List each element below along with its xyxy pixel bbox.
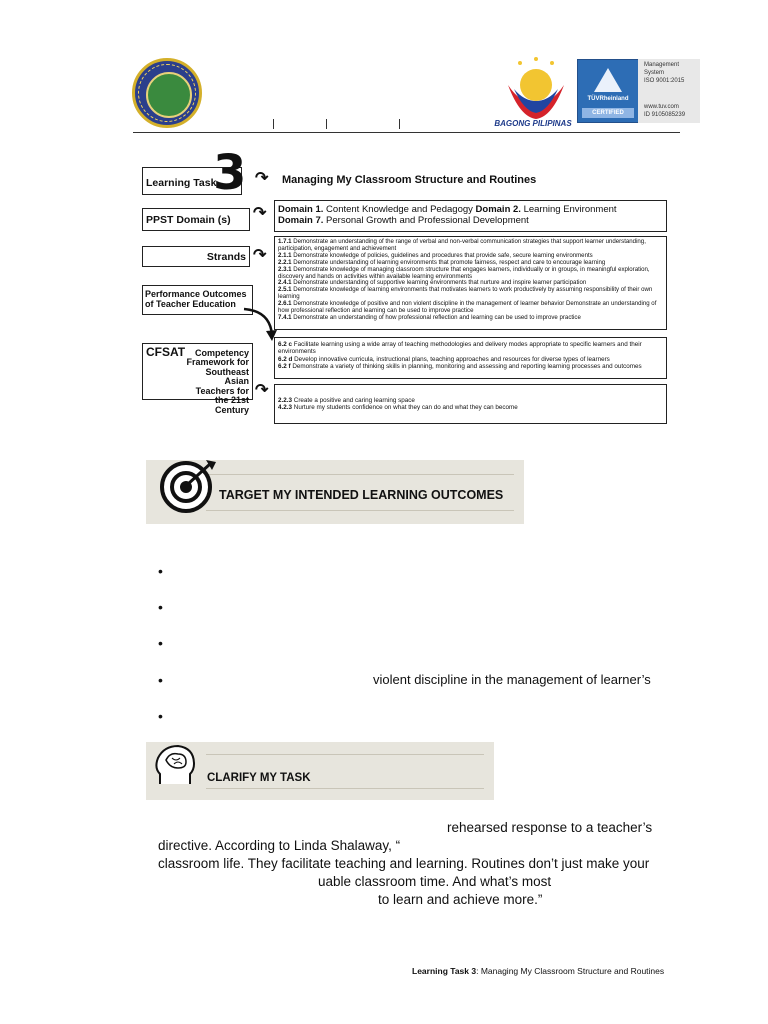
- tuv-certified: CERTIFIED: [582, 108, 634, 118]
- tuv-triangle-icon: [594, 68, 622, 92]
- arrow-icon: ↷: [253, 205, 267, 222]
- strand-item: 2.6.1 Demonstrate knowledge of positive and non violent discipline in the management of learner behavior Demonstrate an understanding of how professional reflection and learning can be used to improve practice: [278, 300, 657, 315]
- strand-item: 2.1.1 Demonstrate knowledge of policies, guidelines and procedures that provide safe, secure learning environments: [278, 251, 593, 259]
- paragraph-line: rehearsed response to a teacher’s: [447, 820, 653, 835]
- strands-box: [274, 236, 667, 330]
- iso-line: ID 9105085239: [644, 112, 686, 118]
- bullet-point: •: [158, 708, 163, 724]
- bagong-pilipinas-label: BAGONG PILIPINAS: [494, 119, 572, 128]
- domain-code: Domain 1.: [278, 204, 324, 215]
- target-outcomes-title: TARGET MY INTENDED LEARNING OUTCOMES: [219, 488, 504, 502]
- header-divider: [399, 119, 400, 129]
- tuv-name: TÜVRheinland: [587, 96, 629, 102]
- arrow-icon: ↷: [255, 382, 269, 399]
- seal-center: [146, 72, 192, 118]
- iso-line: Management: [644, 62, 680, 68]
- brain-head-icon: [152, 744, 200, 790]
- domain-code: Domain 7.: [278, 215, 324, 226]
- bullet-point: •: [158, 672, 163, 688]
- outcome-item: 6.2 d Develop innovative curricula, instructional plans, teaching approaches and resources for diverse types of learners: [278, 355, 610, 363]
- cfsat-label: [142, 343, 253, 415]
- paragraph-line: to learn and achieve more.”: [378, 892, 543, 907]
- cfsat-full-name: Competency Framework for Southeast Asian Teachers for the 21st Century: [186, 347, 249, 415]
- iso-line: ISO 9001:2015: [644, 78, 685, 84]
- bagong-pilipinas-logo: [500, 55, 572, 127]
- learning-task-title: Managing My Classroom Structure and Routines: [282, 174, 537, 186]
- university-seal: [132, 58, 202, 128]
- bullet-point: •: [158, 635, 163, 651]
- bullet-point: •: [158, 599, 163, 615]
- header-divider: [326, 119, 327, 129]
- cfsat-acronym: CFSAT: [146, 345, 186, 359]
- paragraph-line: classroom life. They facilitate teaching and learning. Routines don’t just make your: [158, 856, 650, 871]
- outcome-item: 6.2 c Facilitate learning using a wide array of teaching methodologies and delivery modes appropriate to specific learners and their environments: [278, 341, 642, 356]
- strand-item: 2.2.1 Demonstrate understanding of learning environments that promote fairness, respect and care to encourage learning: [278, 258, 606, 266]
- paragraph-line: uable classroom time. And what’s most: [318, 874, 552, 889]
- footer-title: : Managing My Classroom Structure and Routines: [476, 966, 665, 976]
- iso-line: www.tuv.com: [644, 104, 679, 110]
- paragraph-line: directive. According to Linda Shalaway, “: [158, 838, 401, 853]
- domain-code: Domain 2.: [475, 204, 521, 215]
- iso-certificate-info: [638, 59, 700, 123]
- outcome-text: violent discipline in the management of learner’s: [373, 672, 651, 687]
- strand-item: 2.4.1 Demonstrate understanding of supportive learning environments that nurture and inspire learner participation: [278, 279, 587, 287]
- cfsat-item: 2.2.3 Create a positive and caring learning space: [278, 397, 415, 404]
- clarify-task-title: CLARIFY MY TASK: [207, 772, 311, 784]
- ppst-domain-label: PPST Domain (s): [142, 208, 250, 231]
- strand-item: 2.3.1 Demonstrate knowledge of managing classroom structure that engages learners, individually or in groups, in meaningful exploration, discovery and hands on activities within available learning environments: [278, 265, 650, 280]
- domain-text: Personal Growth and Professional Development: [323, 215, 529, 226]
- footer-task: Learning Task 3: [412, 966, 477, 976]
- dart-icon: [184, 458, 218, 488]
- domain-text: Learning Environment: [520, 204, 617, 215]
- arrow-icon: ↷: [255, 170, 269, 187]
- learning-task-label: Learning Task: [142, 167, 242, 195]
- outcome-item: 6.2 f Demonstrate a variety of thinking skills in planning, monitoring and assessing and reporting learning processes and outcomes: [278, 363, 642, 371]
- iso-line: System: [644, 70, 665, 76]
- cfsat-competencies-box: [274, 384, 667, 424]
- strand-item: 1.7.1 Demonstrate an understanding of the range of verbal and non-verbal communication strategies that support learner understanding, participation, engagement and achievement: [278, 238, 646, 252]
- arrow-icon: ↷: [253, 247, 267, 264]
- learning-task-number: 3: [213, 145, 247, 201]
- domain-text: Content Knowledge and Pedagogy: [323, 204, 476, 215]
- header-rule: [133, 132, 680, 133]
- strand-item: 2.5.1 Demonstrate knowledge of learning environments that motivates learners to work productively by assuming responsibility of their own learning: [278, 286, 653, 301]
- header-divider: [273, 119, 274, 129]
- performance-outcomes-box: [274, 337, 667, 379]
- bullet-point: •: [158, 563, 163, 579]
- tuv-certification-badge: [577, 59, 639, 123]
- cfsat-item: 4.2.3 Nurture my students confidence on what they can do and what they can become: [278, 404, 518, 412]
- strand-item: 7.4.1 Demonstrate an understanding of how professional reflection and learning can be used to improve practice: [278, 313, 581, 321]
- ppst-domains-box: [274, 200, 667, 232]
- page-footer: [412, 966, 664, 976]
- strands-label: Strands: [142, 246, 250, 267]
- performance-outcomes-label: Performance Outcomes of Teacher Education: [142, 285, 253, 315]
